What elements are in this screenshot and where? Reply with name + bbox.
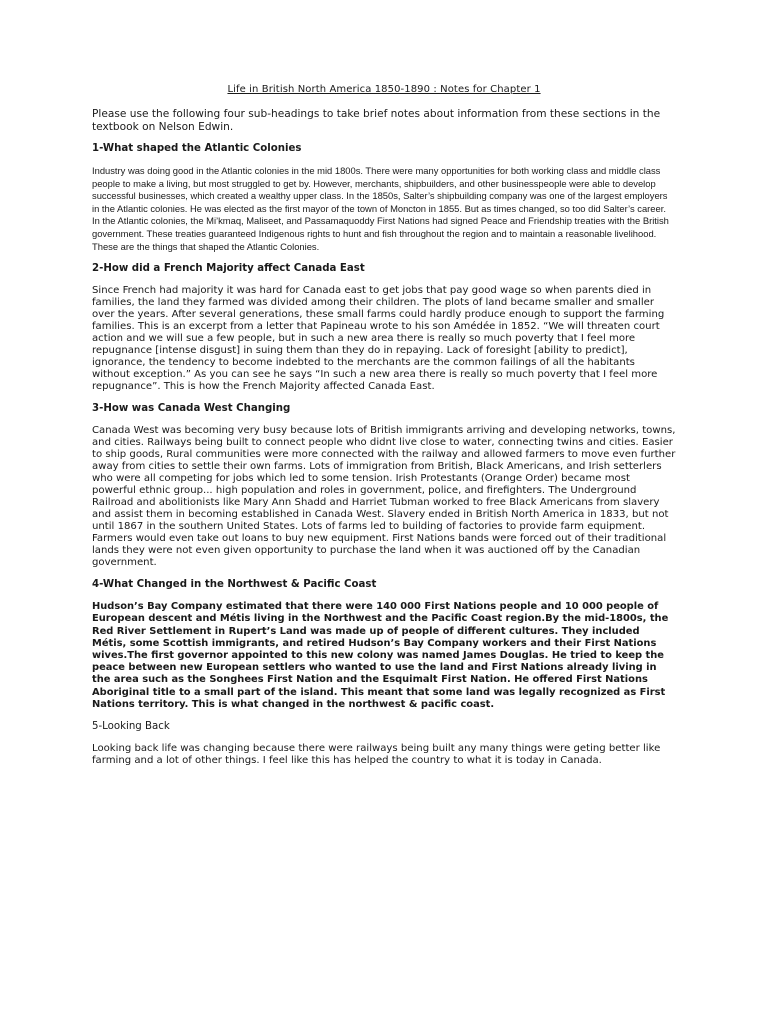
section-body-northwest: Hudson’s Bay Company estimated that there were 140 000 First Nations people and 10 000 people of European descent and Métis living in the Northwest and the Pacific Coast region.By the mid-1800s, the Red River Settlement in Rupert’s Land was made up of people of different cultures. They included Métis, some Scottish immigrants, and retired Hudson’s Bay Company workers and their First Nations wives.The first governor appointed to this new colony was named James Douglas. He tried to keep the peace between new European settlers who wanted to use the land and First Nations already living in the area such as the Songhees First Nation and the Esquimalt First Nation. He offered First Nations Aboriginal title to a small part of the island. This meant that some land was legally recognized as First Nations territory. This is what changed in the northwest & pacific coast. [92,601,669,710]
section-heading-atlantic: 1-What shaped the Atlantic Colonies [92,143,302,154]
section-heading-canada-west: 3-How was Canada West Changing [92,403,291,415]
section-heading-northwest: 4-What Changed in the Northwest & Pacific Coast [92,579,377,591]
section-body-canada-west: Canada West was becoming very busy because lots of British immigrants arriving and developing networks, towns, and cities. Railways being built to connect people who didnt live close to water, connecting twins and cities. Easier to ship goods, Rural communities were more connected with the railway and allowed farmers to move even further away from cities to settle their own farms. Lots of immigration from British, Black Americans, and Irish setterlers who were all competing for jobs which led to some tension. Irish Protestants (Orange Order) became most powerful ethnic group... high population and roles in government, police, and firefighters. The Underground Railroad and abolitionists like Mary Ann Shadd and Harriet Tubman worked to free Black Americans from slavery and assist them in becoming established in Canada West. Slavery ended in British North America in 1833, but not until 1867 in the southern United States. Lots of farms led to building of factories to provide farm equipment. Farmers would even take out loans to buy new equipment. First Nations bands were forced out of their traditional lands they were not even given opportunity to purchase the land when it was auctioned off by the Canadian government. [92,425,676,569]
section-body-atlantic: Industry was doing good in the Atlantic colonies in the mid 1800s. There were many opportunities for both working class and middle class people to make a living, but most struggled to get by. However, merchants, shipbuilders, and other businesspeople were able to develop successful businesses, which created a wealthy upper class. In the 1850s, Salter’s shipbuilding company was one of the largest employers in the Atlantic colonies. He was elected as the first mayor of the town of Moncton in 1855. But as times changed, so too did Salter’s career. In the Atlantic colonies, the Mi’kmaq, Maliseet, and Passamaquoddy First Nations had signed Peace and Friendship treaties with the British government. These treaties guaranteed Indigenous rights to hunt and fish throughout the region and to maintain a reasonable livelihood. These are the things that shaped the Atlantic Colonies. [92,165,669,252]
section-heading-canada-east: 2-How did a French Majority affect Canada East [92,263,365,275]
document-page [92,84,676,777]
section-heading-looking-back: 5-Looking Back [92,720,170,732]
section-body-looking-back: Looking back life was changing because there were railways being built any many things were geting better like farming and a lot of other things. I feel like this has helped the country to what it is today in Canada. [92,742,661,766]
intro-paragraph: Please use the following four sub-headings to take brief notes about information from these sections in the textbook on Nelson Edwin. [92,108,661,133]
section-body-canada-east: Since French had majority it was hard for Canada east to get jobs that pay good wage so when parents died in families, the land they farmed was divided among their children. The plots of land became smaller and smaller over the years. After several generations, these small farms could hardly produce enough to support the farming families. This is an excerpt from a letter that Papineau wrote to his son Amédée in 1852. “We will threaten court action and we will sue a few people, but in such a new area there is really so much poverty that I feel more repugnance [intense disgust] in suing them than they do in repaying. Lack of foresight [ability to predict], ignorance, the tendency to become indebted to the merchants are the common failings of all the habitants without exception.” As you can see he says “In such a new area there is really so much poverty that I feel more repugnance”. This is how the French Majority affected Canada East. [92,285,665,393]
document-title: Life in British North America 1850-1890 : Notes for Chapter 1 [227,84,541,95]
